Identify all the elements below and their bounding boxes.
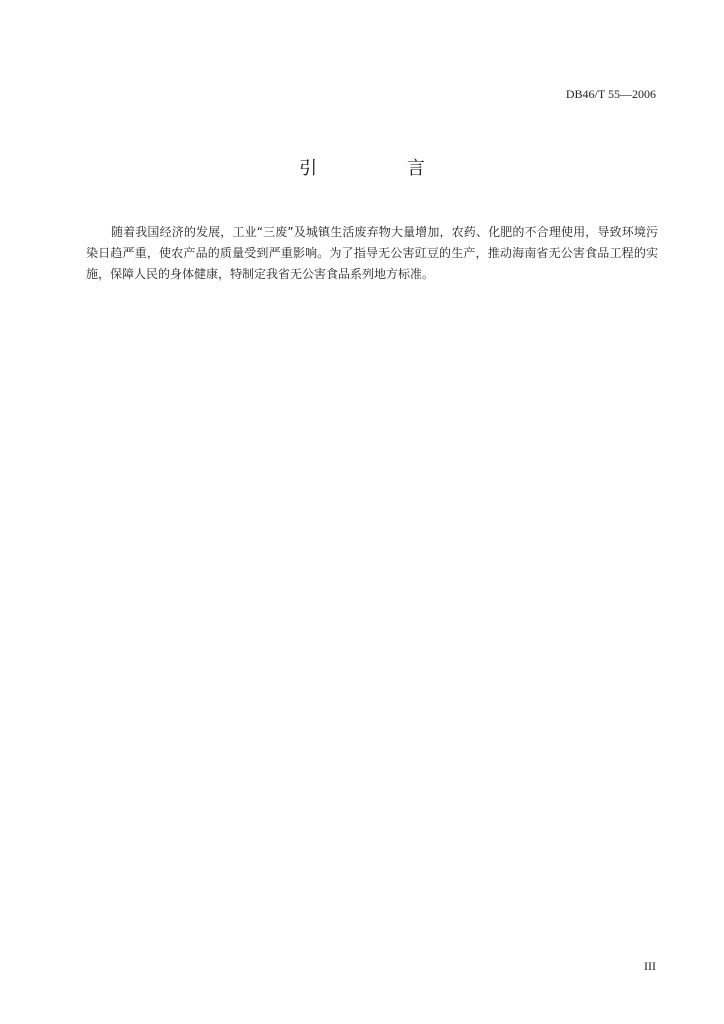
intro-paragraph: 随着我国经济的发展，工业“三废”及城镇生活废弃物大量增加，农药、化肥的不合理使用，导致环境污染日趋严重，使农产品的质量受到严重影响。为了指导无公害豇豆的生产，推动海南省无公害食品工程的实施，保障人民的身体健康，特制定我省无公害食品系列地方标准。 bbox=[86, 225, 658, 281]
standard-code: DB46/T 55—2006 bbox=[565, 87, 656, 101]
page-title: 引 言 bbox=[299, 158, 467, 179]
page-number: III bbox=[644, 959, 656, 973]
